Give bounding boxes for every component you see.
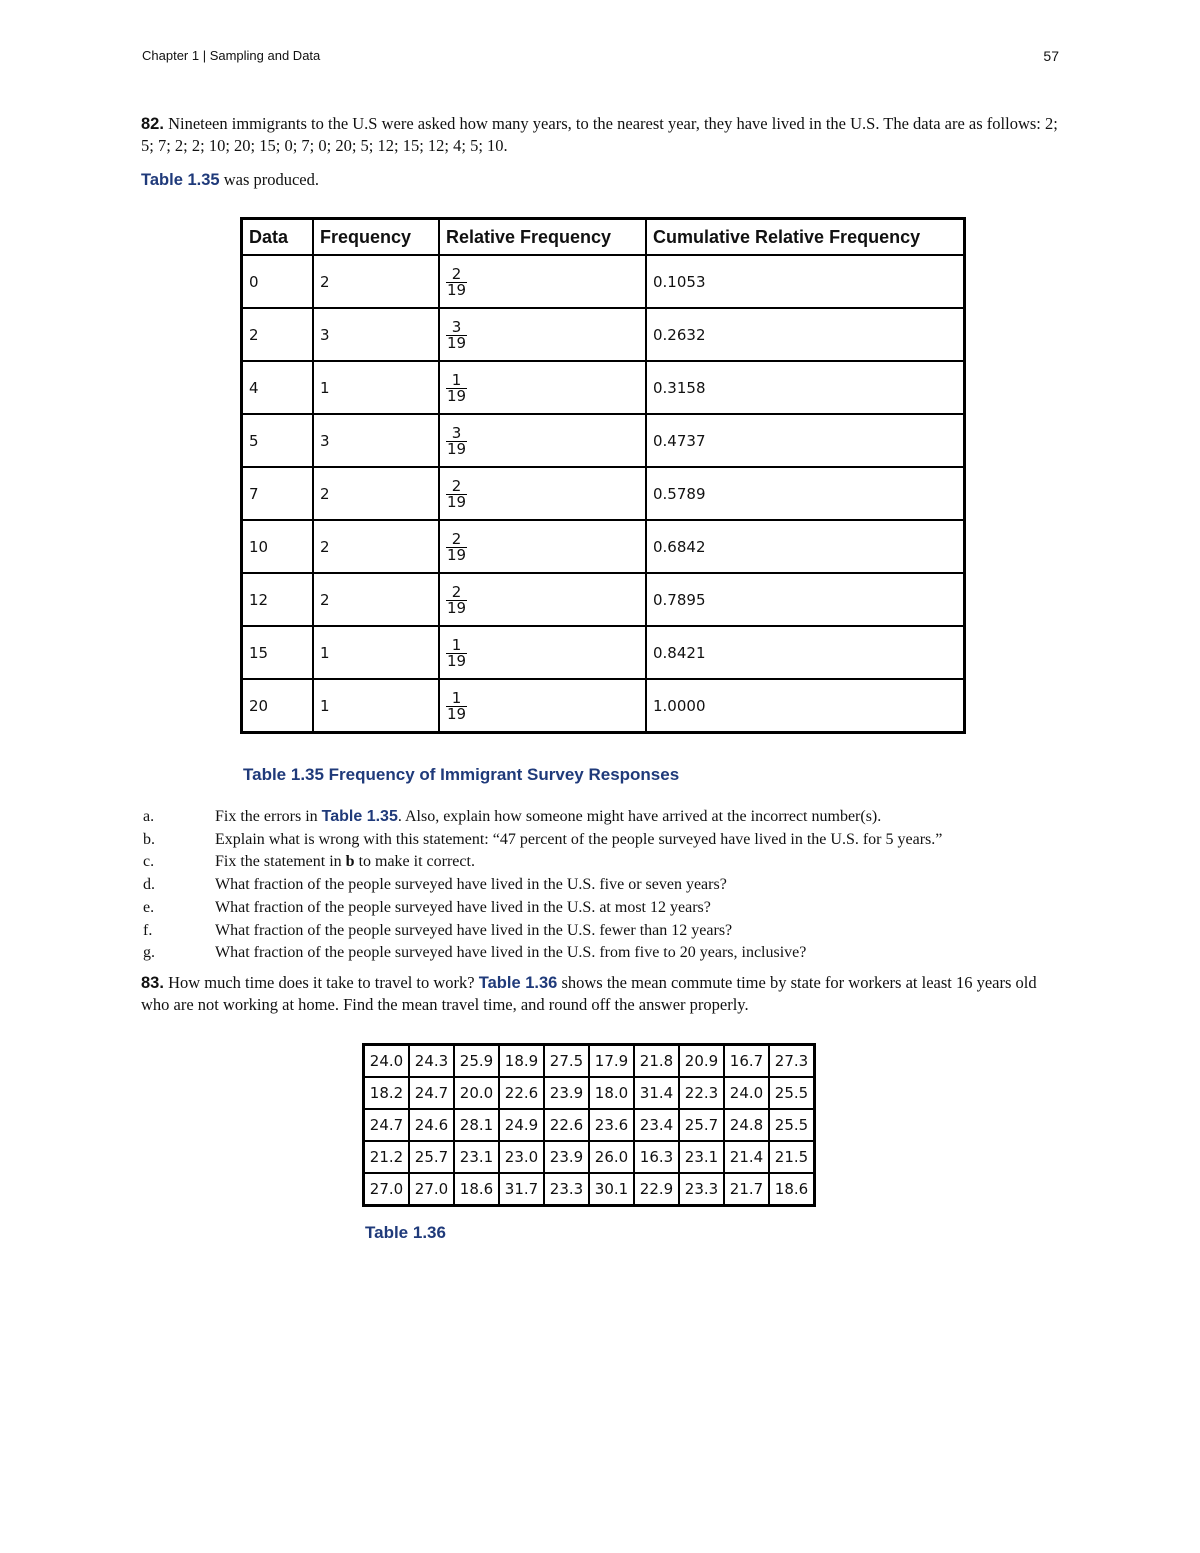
fraction-numerator: 2 <box>451 583 462 601</box>
table-cell: 26.0 <box>589 1141 634 1173</box>
fraction-numerator: 3 <box>451 318 462 336</box>
table-cell: 22.6 <box>499 1077 544 1109</box>
list-item <box>141 874 1071 897</box>
fraction-numerator: 2 <box>451 265 462 283</box>
cell-data: 12 <box>242 573 314 626</box>
cell-data: 20 <box>242 679 314 733</box>
table-row <box>242 255 965 308</box>
table-cell: 25.5 <box>769 1077 815 1109</box>
table-cell: 18.9 <box>499 1045 544 1078</box>
cell-frequency: 3 <box>313 308 439 361</box>
table-cell: 25.7 <box>409 1141 454 1173</box>
table-cell: 23.3 <box>679 1173 724 1206</box>
column-header-relative-frequency: Relative Frequency <box>439 219 646 256</box>
question-post: . Also, explain how someone might have arrived at the incorrect number(s). <box>397 808 882 825</box>
cell-cumulative-relative-frequency: 1.0000 <box>646 679 965 733</box>
table-cell: 21.7 <box>724 1173 769 1206</box>
list-item <box>141 920 1071 943</box>
list-item-text <box>215 829 942 852</box>
table-cell: 25.7 <box>679 1109 724 1141</box>
cell-cumulative-relative-frequency: 0.1053 <box>646 255 965 308</box>
cell-relative-frequency <box>439 255 646 308</box>
fraction <box>446 532 467 563</box>
fraction <box>446 479 467 510</box>
cell-data: 15 <box>242 626 314 679</box>
exercise-83-number: 83. <box>141 974 164 992</box>
cell-cumulative-relative-frequency: 0.5789 <box>646 467 965 520</box>
fraction-denominator: 19 <box>447 440 467 458</box>
fraction <box>446 638 467 669</box>
cell-cumulative-relative-frequency: 0.8421 <box>646 626 965 679</box>
cell-relative-frequency <box>439 467 646 520</box>
commute-time-table-1-36 <box>362 1043 816 1207</box>
cell-cumulative-relative-frequency: 0.3158 <box>646 361 965 414</box>
cell-frequency: 2 <box>313 467 439 520</box>
cell-relative-frequency <box>439 308 646 361</box>
table-row <box>364 1077 815 1109</box>
table-cell: 24.7 <box>409 1077 454 1109</box>
page-number: 57 <box>1043 48 1059 64</box>
fraction-denominator: 19 <box>447 652 467 670</box>
fraction-numerator: 3 <box>451 424 462 442</box>
question-pre: What fraction of the people surveyed have lived in the U.S. at most 12 years? <box>215 898 711 916</box>
table-cell: 23.9 <box>544 1077 589 1109</box>
cell-relative-frequency <box>439 573 646 626</box>
fraction-numerator: 1 <box>451 689 462 707</box>
cell-data: 0 <box>242 255 314 308</box>
question-bold-ref: b <box>345 853 355 871</box>
fraction-denominator: 19 <box>447 334 467 352</box>
table-cell: 18.2 <box>364 1077 410 1109</box>
question-post: to make it correct. <box>354 853 475 871</box>
cell-frequency: 1 <box>313 626 439 679</box>
table-cell: 20.9 <box>679 1045 724 1078</box>
list-item <box>141 829 1071 852</box>
list-item-text <box>215 851 475 874</box>
question-pre: What fraction of the people surveyed have lived in the U.S. fewer than 12 years? <box>215 921 733 939</box>
cell-data: 4 <box>242 361 314 414</box>
cell-frequency: 2 <box>313 573 439 626</box>
table-cell: 27.5 <box>544 1045 589 1078</box>
cell-cumulative-relative-frequency: 0.2632 <box>646 308 965 361</box>
table-row <box>242 520 965 573</box>
fraction-numerator: 2 <box>451 477 462 495</box>
table-cell: 21.8 <box>634 1045 679 1078</box>
column-header-data: Data <box>242 219 314 256</box>
table-cell: 23.9 <box>544 1141 589 1173</box>
table-cell: 23.1 <box>454 1141 499 1173</box>
table-cell: 22.3 <box>679 1077 724 1109</box>
table-cell: 20.0 <box>454 1077 499 1109</box>
fraction-denominator: 19 <box>447 281 467 299</box>
fraction <box>446 320 467 351</box>
fraction <box>446 267 467 298</box>
table-cell: 27.0 <box>364 1173 410 1206</box>
fraction-denominator: 19 <box>447 705 467 723</box>
list-item-text <box>215 942 806 965</box>
table-cell: 27.3 <box>769 1045 815 1078</box>
table-cell: 24.0 <box>364 1045 410 1078</box>
exercise-83-text <box>141 972 1061 1016</box>
cell-data: 7 <box>242 467 314 520</box>
fraction-denominator: 19 <box>447 493 467 511</box>
table-cell: 17.9 <box>589 1045 634 1078</box>
table-1-35-link[interactable]: Table 1.35 <box>321 808 398 825</box>
table-cell: 31.4 <box>634 1077 679 1109</box>
cell-cumulative-relative-frequency: 0.6842 <box>646 520 965 573</box>
cell-data: 5 <box>242 414 314 467</box>
list-item-text <box>215 897 711 920</box>
table-row <box>242 414 965 467</box>
table-header-row <box>242 219 965 256</box>
table-cell: 22.6 <box>544 1109 589 1141</box>
question-pre: What fraction of the people surveyed have lived in the U.S. from five to 20 years, inclusive? <box>215 944 807 962</box>
table-cell: 30.1 <box>589 1173 634 1206</box>
table-cell: 24.9 <box>499 1109 544 1141</box>
table-cell: 16.7 <box>724 1045 769 1078</box>
exercise-83-pre: How much time does it take to travel to work? <box>163 973 479 992</box>
fraction <box>446 426 467 457</box>
list-item-text <box>215 920 732 943</box>
exercise-82-subquestions <box>141 806 1071 965</box>
cell-data: 2 <box>242 308 314 361</box>
table-cell: 24.3 <box>409 1045 454 1078</box>
exercise-82-body: Nineteen immigrants to the U.S were asked how many years, to the nearest year, they have lived in the U.S. The data are as follows: 2; 5; 7; 2; 2; 10; 20; 15; 0; 7; 0; 20; 5; 12; 15; 12; 4; 5; 10. <box>141 114 1058 155</box>
table-cell: 22.9 <box>634 1173 679 1206</box>
cell-relative-frequency <box>439 520 646 573</box>
table-cell: 23.4 <box>634 1109 679 1141</box>
table-row <box>242 361 965 414</box>
table-row <box>242 626 965 679</box>
question-pre: Explain what is wrong with this statement: “47 percent of the people surveyed have lived in the U.S. for 5 years.” <box>215 830 943 848</box>
fraction-numerator: 1 <box>451 636 462 654</box>
table-row <box>242 467 965 520</box>
table-1-36-link[interactable]: Table 1.36 <box>478 974 558 992</box>
exercise-83-post: shows the mean commute time by state for workers at least 16 years old who are not working at home. Find the mean travel time, and round off the answer properly. <box>141 973 1037 1014</box>
exercise-82-table-ref-line <box>141 169 1061 191</box>
table-cell: 24.7 <box>364 1109 410 1141</box>
list-item <box>141 942 1071 965</box>
list-item-text <box>215 874 727 897</box>
list-item <box>141 806 1071 829</box>
table-1-36-caption: Table 1.36 <box>365 1223 446 1242</box>
question-pre: Fix the errors in <box>215 808 322 825</box>
table-row <box>364 1173 815 1206</box>
cell-frequency: 3 <box>313 414 439 467</box>
table-1-35-caption: Table 1.35 Frequency of Immigrant Survey Responses <box>243 765 680 784</box>
list-item-label: e. <box>143 898 155 916</box>
fraction <box>446 373 467 404</box>
table-cell: 25.5 <box>769 1109 815 1141</box>
list-item-label: d. <box>143 876 155 894</box>
table-cell: 31.7 <box>499 1173 544 1206</box>
table-row <box>242 679 965 733</box>
table-cell: 21.5 <box>769 1141 815 1173</box>
table-cell: 21.2 <box>364 1141 410 1173</box>
table-cell: 24.6 <box>409 1109 454 1141</box>
table-row <box>364 1045 815 1078</box>
cell-frequency: 1 <box>313 361 439 414</box>
table-cell: 24.8 <box>724 1109 769 1141</box>
exercise-82-ref-suffix: was produced. <box>219 170 320 189</box>
list-item-label: c. <box>143 853 155 871</box>
cell-cumulative-relative-frequency: 0.4737 <box>646 414 965 467</box>
list-item-label: g. <box>143 944 155 962</box>
exercise-82-number: 82. <box>141 115 164 133</box>
cell-frequency: 1 <box>313 679 439 733</box>
table-row <box>364 1109 815 1141</box>
fraction <box>446 585 467 616</box>
fraction-numerator: 1 <box>451 371 462 389</box>
table-cell: 18.6 <box>769 1173 815 1206</box>
cell-frequency: 2 <box>313 520 439 573</box>
table-cell: 28.1 <box>454 1109 499 1141</box>
list-item-label: a. <box>143 808 155 825</box>
list-item <box>141 851 1071 874</box>
cell-relative-frequency <box>439 679 646 733</box>
fraction-numerator: 2 <box>451 530 462 548</box>
cell-relative-frequency <box>439 414 646 467</box>
table-cell: 23.6 <box>589 1109 634 1141</box>
list-item-label: f. <box>143 921 153 939</box>
table-cell: 18.6 <box>454 1173 499 1206</box>
cell-frequency: 2 <box>313 255 439 308</box>
cell-relative-frequency <box>439 626 646 679</box>
question-pre: What fraction of the people surveyed have lived in the U.S. five or seven years? <box>215 876 727 894</box>
column-header-frequency: Frequency <box>313 219 439 256</box>
table-cell: 27.0 <box>409 1173 454 1206</box>
cell-cumulative-relative-frequency: 0.7895 <box>646 573 965 626</box>
cell-data: 10 <box>242 520 314 573</box>
list-item-text <box>215 806 881 829</box>
table-1-35-link[interactable]: Table 1.35 <box>141 171 220 189</box>
table-cell: 23.1 <box>679 1141 724 1173</box>
table-cell: 18.0 <box>589 1077 634 1109</box>
fraction-denominator: 19 <box>447 546 467 564</box>
table-cell: 25.9 <box>454 1045 499 1078</box>
fraction-denominator: 19 <box>447 387 467 405</box>
table-cell: 23.0 <box>499 1141 544 1173</box>
table-cell: 24.0 <box>724 1077 769 1109</box>
list-item <box>141 897 1071 920</box>
fraction <box>446 691 467 722</box>
column-header-cumulative-relative-frequency: Cumulative Relative Frequency <box>646 219 965 256</box>
fraction-denominator: 19 <box>447 599 467 617</box>
frequency-table-1-35 <box>240 217 966 734</box>
question-pre: Fix the statement in <box>215 853 346 871</box>
cell-relative-frequency <box>439 361 646 414</box>
table-cell: 16.3 <box>634 1141 679 1173</box>
running-header-chapter: Chapter 1 | Sampling and Data <box>142 48 321 63</box>
table-cell: 23.3 <box>544 1173 589 1206</box>
table-row <box>242 573 965 626</box>
table-cell: 21.4 <box>724 1141 769 1173</box>
table-row <box>364 1141 815 1173</box>
table-row <box>242 308 965 361</box>
exercise-82-text <box>141 113 1061 157</box>
list-item-label: b. <box>143 830 155 848</box>
